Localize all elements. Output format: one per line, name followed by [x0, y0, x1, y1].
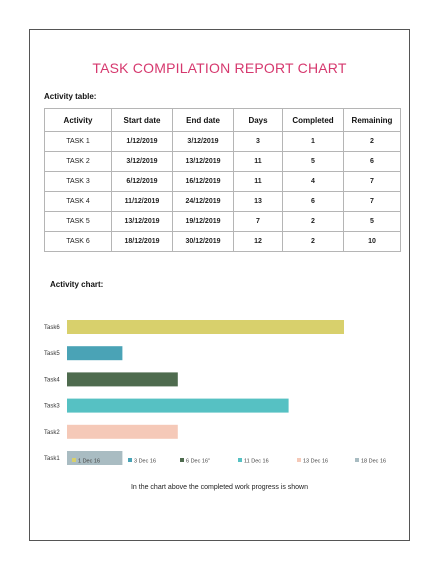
chart-legend: [30, 455, 409, 467]
legend-swatch: [355, 458, 359, 462]
cell-start-date: 6/12/2019: [112, 172, 173, 192]
table-row: [45, 192, 401, 212]
table-row: [45, 132, 401, 152]
cell-completed: 6: [283, 192, 344, 212]
legend-swatch: [180, 458, 184, 462]
cell-remaining: 5: [344, 212, 401, 232]
legend-label: 3 Dec 16: [134, 458, 157, 465]
cell-completed: 4: [283, 172, 344, 192]
legend-swatch: [297, 458, 301, 462]
category-label: Task4: [44, 377, 60, 384]
cell-start-date: 3/12/2019: [112, 152, 173, 172]
cell-remaining: 7: [344, 192, 401, 212]
table-row: [45, 212, 401, 232]
legend-swatch: [72, 458, 76, 462]
cell-activity: TASK 4: [45, 192, 112, 212]
category-label: Task1: [44, 456, 60, 462]
cell-end-date: 3/12/2019: [173, 132, 234, 152]
cell-activity: TASK 5: [45, 212, 112, 232]
legend-label: 13 Dec 16: [303, 458, 329, 465]
cell-end-date: 30/12/2019: [173, 232, 234, 252]
table-row: [45, 152, 401, 172]
cell-completed: 2: [283, 232, 344, 252]
chart-caption: In the chart above the completed work progress is shown: [130, 484, 309, 491]
cell-completed: 2: [283, 212, 344, 232]
activity-table-label: Activity table:: [44, 92, 97, 101]
legend-swatch: [238, 458, 242, 462]
table-row: [45, 172, 401, 192]
legend-label: 11 Dec 16: [244, 458, 269, 465]
category-label: Task5: [44, 351, 60, 358]
bar-task4: [67, 372, 178, 386]
cell-days: 3: [234, 132, 283, 152]
legend-label: 6 Dec 16": [186, 458, 210, 465]
legend-label: 1 Dec 16: [78, 458, 101, 465]
cell-days: 7: [234, 212, 283, 232]
cell-end-date: 13/12/2019: [173, 152, 234, 172]
cell-days: 11: [234, 172, 283, 192]
activity-chart: [30, 310, 409, 470]
report-page: [29, 29, 410, 541]
header-activity: Activity: [45, 109, 112, 132]
bar-task5: [67, 346, 122, 360]
bar-task6: [67, 320, 344, 334]
cell-remaining: 6: [344, 152, 401, 172]
cell-days: 11: [234, 152, 283, 172]
cell-end-date: 24/12/2019: [173, 192, 234, 212]
cell-days: 13: [234, 192, 283, 212]
bar-task2: [67, 425, 178, 439]
cell-end-date: 16/12/2019: [173, 172, 234, 192]
cell-remaining: 7: [344, 172, 401, 192]
cell-start-date: 18/12/2019: [112, 232, 173, 252]
header-days: Days: [234, 109, 283, 132]
activity-chart-label: Activity chart:: [50, 280, 104, 289]
cell-start-date: 13/12/2019: [112, 212, 173, 232]
header-start-date: Start date: [112, 109, 173, 132]
cell-completed: 1: [283, 132, 344, 152]
cell-activity: TASK 1: [45, 132, 112, 152]
header-completed: Completed: [283, 109, 344, 132]
cell-completed: 5: [283, 152, 344, 172]
cell-activity: TASK 2: [45, 152, 112, 172]
category-label: Task2: [44, 429, 60, 436]
header-end-date: End date: [173, 109, 234, 132]
legend-swatch: [128, 458, 132, 462]
header-remaining: Remaining: [344, 109, 401, 132]
cell-activity: TASK 3: [45, 172, 112, 192]
legend-label: 18 Dec 16: [361, 458, 387, 465]
category-label: Task3: [44, 403, 60, 410]
cell-activity: TASK 6: [45, 232, 112, 252]
activity-table: [44, 108, 401, 252]
category-label: Task6: [44, 325, 60, 331]
table-header-row: [45, 109, 401, 132]
cell-remaining: 10: [344, 232, 401, 252]
cell-days: 12: [234, 232, 283, 252]
cell-start-date: 11/12/2019: [112, 192, 173, 212]
cell-end-date: 19/12/2019: [173, 212, 234, 232]
cell-start-date: 1/12/2019: [112, 132, 173, 152]
bar-task3: [67, 399, 289, 413]
cell-remaining: 2: [344, 132, 401, 152]
page-title: TASK COMPILATION REPORT CHART: [92, 60, 347, 76]
table-row: [45, 232, 401, 252]
